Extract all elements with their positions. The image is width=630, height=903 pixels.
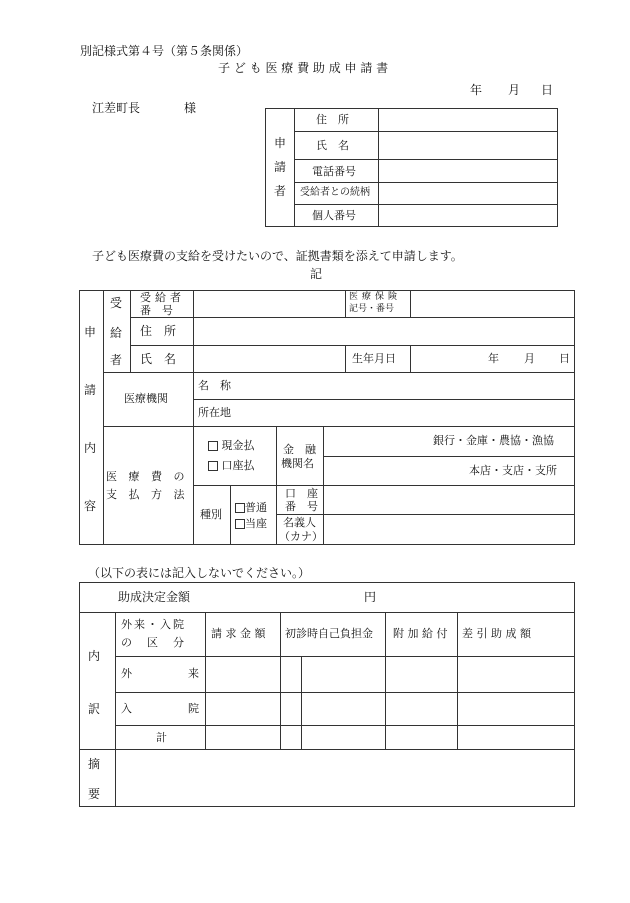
self-pay-header: 初診時自己負担金 <box>285 627 373 640</box>
additional-benefit-header: 附 加 給 付 <box>393 627 448 640</box>
checking-label: 当座 <box>245 517 267 530</box>
account-holder-label-1: 名義人 <box>283 516 316 529</box>
account-holder-label-2: （カナ） <box>279 530 323 543</box>
office-use-table <box>79 582 575 807</box>
bank-types: 銀行・金庫・農協・漁協 <box>433 434 554 447</box>
remarks-label-2: 要 <box>88 787 101 801</box>
ordinary-checkbox[interactable] <box>235 503 245 513</box>
breakdown-label-2: 訳 <box>88 702 101 716</box>
recipient-address-field[interactable] <box>195 319 573 344</box>
applicant-relation-label: 受給者との続柄 <box>300 187 370 198</box>
cash-option[interactable] <box>208 440 255 451</box>
insurance-number-label-1: 医療保険 <box>349 292 402 302</box>
birth-month-label: 月 <box>524 352 535 365</box>
financial-institution-label-1: 金 融 <box>283 443 316 456</box>
net-subsidy-header: 差 引 助 成 額 <box>462 627 531 640</box>
cash-checkbox[interactable] <box>208 441 218 451</box>
application-statement: 子ども医療費の支給を受けたいので、証拠書類を添えて申請します。 <box>92 249 463 263</box>
ordinary-option[interactable] <box>235 502 267 513</box>
form-title: 子 ど も 医 療 費 助 成 申 請 書 <box>218 61 389 75</box>
content-side-label-2: 請 <box>84 383 97 397</box>
account-number-field[interactable] <box>325 487 573 513</box>
total-label: 計 <box>156 731 167 744</box>
date-day-label: 日 <box>541 83 554 97</box>
payment-method-label-2: 支 払 方 法 <box>106 488 189 501</box>
birth-year-label: 年 <box>488 352 499 365</box>
account-type-label: 種別 <box>200 508 222 521</box>
medical-institution-label: 医療機関 <box>124 392 168 405</box>
branch-field[interactable] <box>325 458 465 484</box>
branch-types: 本店・支店・支所 <box>469 464 557 477</box>
office-use-note: （以下の表には記入しないでください。） <box>88 566 311 580</box>
inpatient-label-1: 入 <box>121 702 132 715</box>
financial-institution-label-2: 機関名 <box>281 457 314 470</box>
insurance-number-label-2: 記号・番号 <box>349 304 395 314</box>
decided-amount-label: 助成決定金額 <box>118 590 191 604</box>
recipient-number-label-2: 番 号 <box>140 304 173 317</box>
form-reference: 別記様式第４号（第５条関係） <box>80 44 249 58</box>
breakdown-label-1: 内 <box>88 649 101 663</box>
addressee: 江差町長 <box>92 101 141 115</box>
inpatient-label-2: 院 <box>188 702 199 715</box>
applicant-name-field[interactable] <box>380 133 556 158</box>
remarks-label-1: 摘 <box>88 757 101 771</box>
applicant-side-label-1: 申 <box>274 136 287 150</box>
outpatient-label-1: 外 <box>121 667 132 680</box>
date-month-label: 月 <box>508 83 521 97</box>
recipient-side-label-3: 者 <box>110 353 123 367</box>
birthdate-label: 生年月日 <box>352 352 396 365</box>
date-year-label: 年 <box>470 83 483 97</box>
institution-name-field[interactable] <box>250 374 573 398</box>
account-label: 口座払 <box>221 459 255 472</box>
category-header-2: の 区 分 <box>121 636 186 649</box>
content-side-label-1: 申 <box>84 325 97 339</box>
yen-label: 円 <box>364 590 377 604</box>
applicant-relation-field[interactable] <box>380 184 556 203</box>
content-side-label-3: 内 <box>84 441 97 455</box>
ordinary-label: 普通 <box>245 501 267 514</box>
applicant-name-label: 氏 名 <box>316 139 349 152</box>
applicant-address-label: 住 所 <box>316 113 349 126</box>
account-number-label-2: 番 号 <box>285 500 318 513</box>
recipient-side-label-1: 受 <box>110 296 123 310</box>
recipient-name-field[interactable] <box>195 347 343 371</box>
payment-method-label-1: 医 療 費 の <box>106 470 189 483</box>
applicant-phone-label: 電話番号 <box>312 165 356 178</box>
applicant-side-label-3: 者 <box>274 184 287 198</box>
recipient-name-label: 氏 名 <box>140 352 177 366</box>
birthdate-field[interactable] <box>412 347 573 371</box>
birth-day-label: 日 <box>559 352 570 365</box>
cash-label: 現金払 <box>221 439 255 452</box>
checking-checkbox[interactable] <box>235 519 245 529</box>
applicant-side-label-2: 請 <box>274 160 287 174</box>
recipient-number-field[interactable] <box>195 292 343 316</box>
insurance-number-field[interactable] <box>412 292 573 316</box>
account-checkbox[interactable] <box>208 461 218 471</box>
applicant-mynumber-label: 個人番号 <box>312 209 356 222</box>
recipient-number-label-1: 受給者 <box>140 291 185 304</box>
financial-institution-field[interactable] <box>325 428 430 455</box>
institution-name-label: 名 称 <box>198 379 231 392</box>
institution-location-field[interactable] <box>250 401 573 425</box>
checking-option[interactable] <box>235 518 267 529</box>
applicant-phone-field[interactable] <box>380 161 556 181</box>
outpatient-label-2: 来 <box>188 667 199 680</box>
account-option[interactable] <box>208 460 255 471</box>
account-number-label-1: 口 座 <box>285 487 318 500</box>
category-header-1: 外来・入院 <box>121 618 186 631</box>
applicant-address-field[interactable] <box>380 110 556 130</box>
institution-location-label: 所在地 <box>198 406 231 419</box>
account-holder-field[interactable] <box>325 516 573 543</box>
recipient-side-label-2: 給 <box>110 326 123 340</box>
recipient-address-label: 住 所 <box>140 324 177 338</box>
content-side-label-4: 容 <box>84 499 97 513</box>
claim-amount-header: 請 求 金 額 <box>211 627 266 640</box>
ki-heading: 記 <box>310 267 323 281</box>
honorific: 様 <box>184 101 197 115</box>
applicant-mynumber-field[interactable] <box>380 206 556 225</box>
